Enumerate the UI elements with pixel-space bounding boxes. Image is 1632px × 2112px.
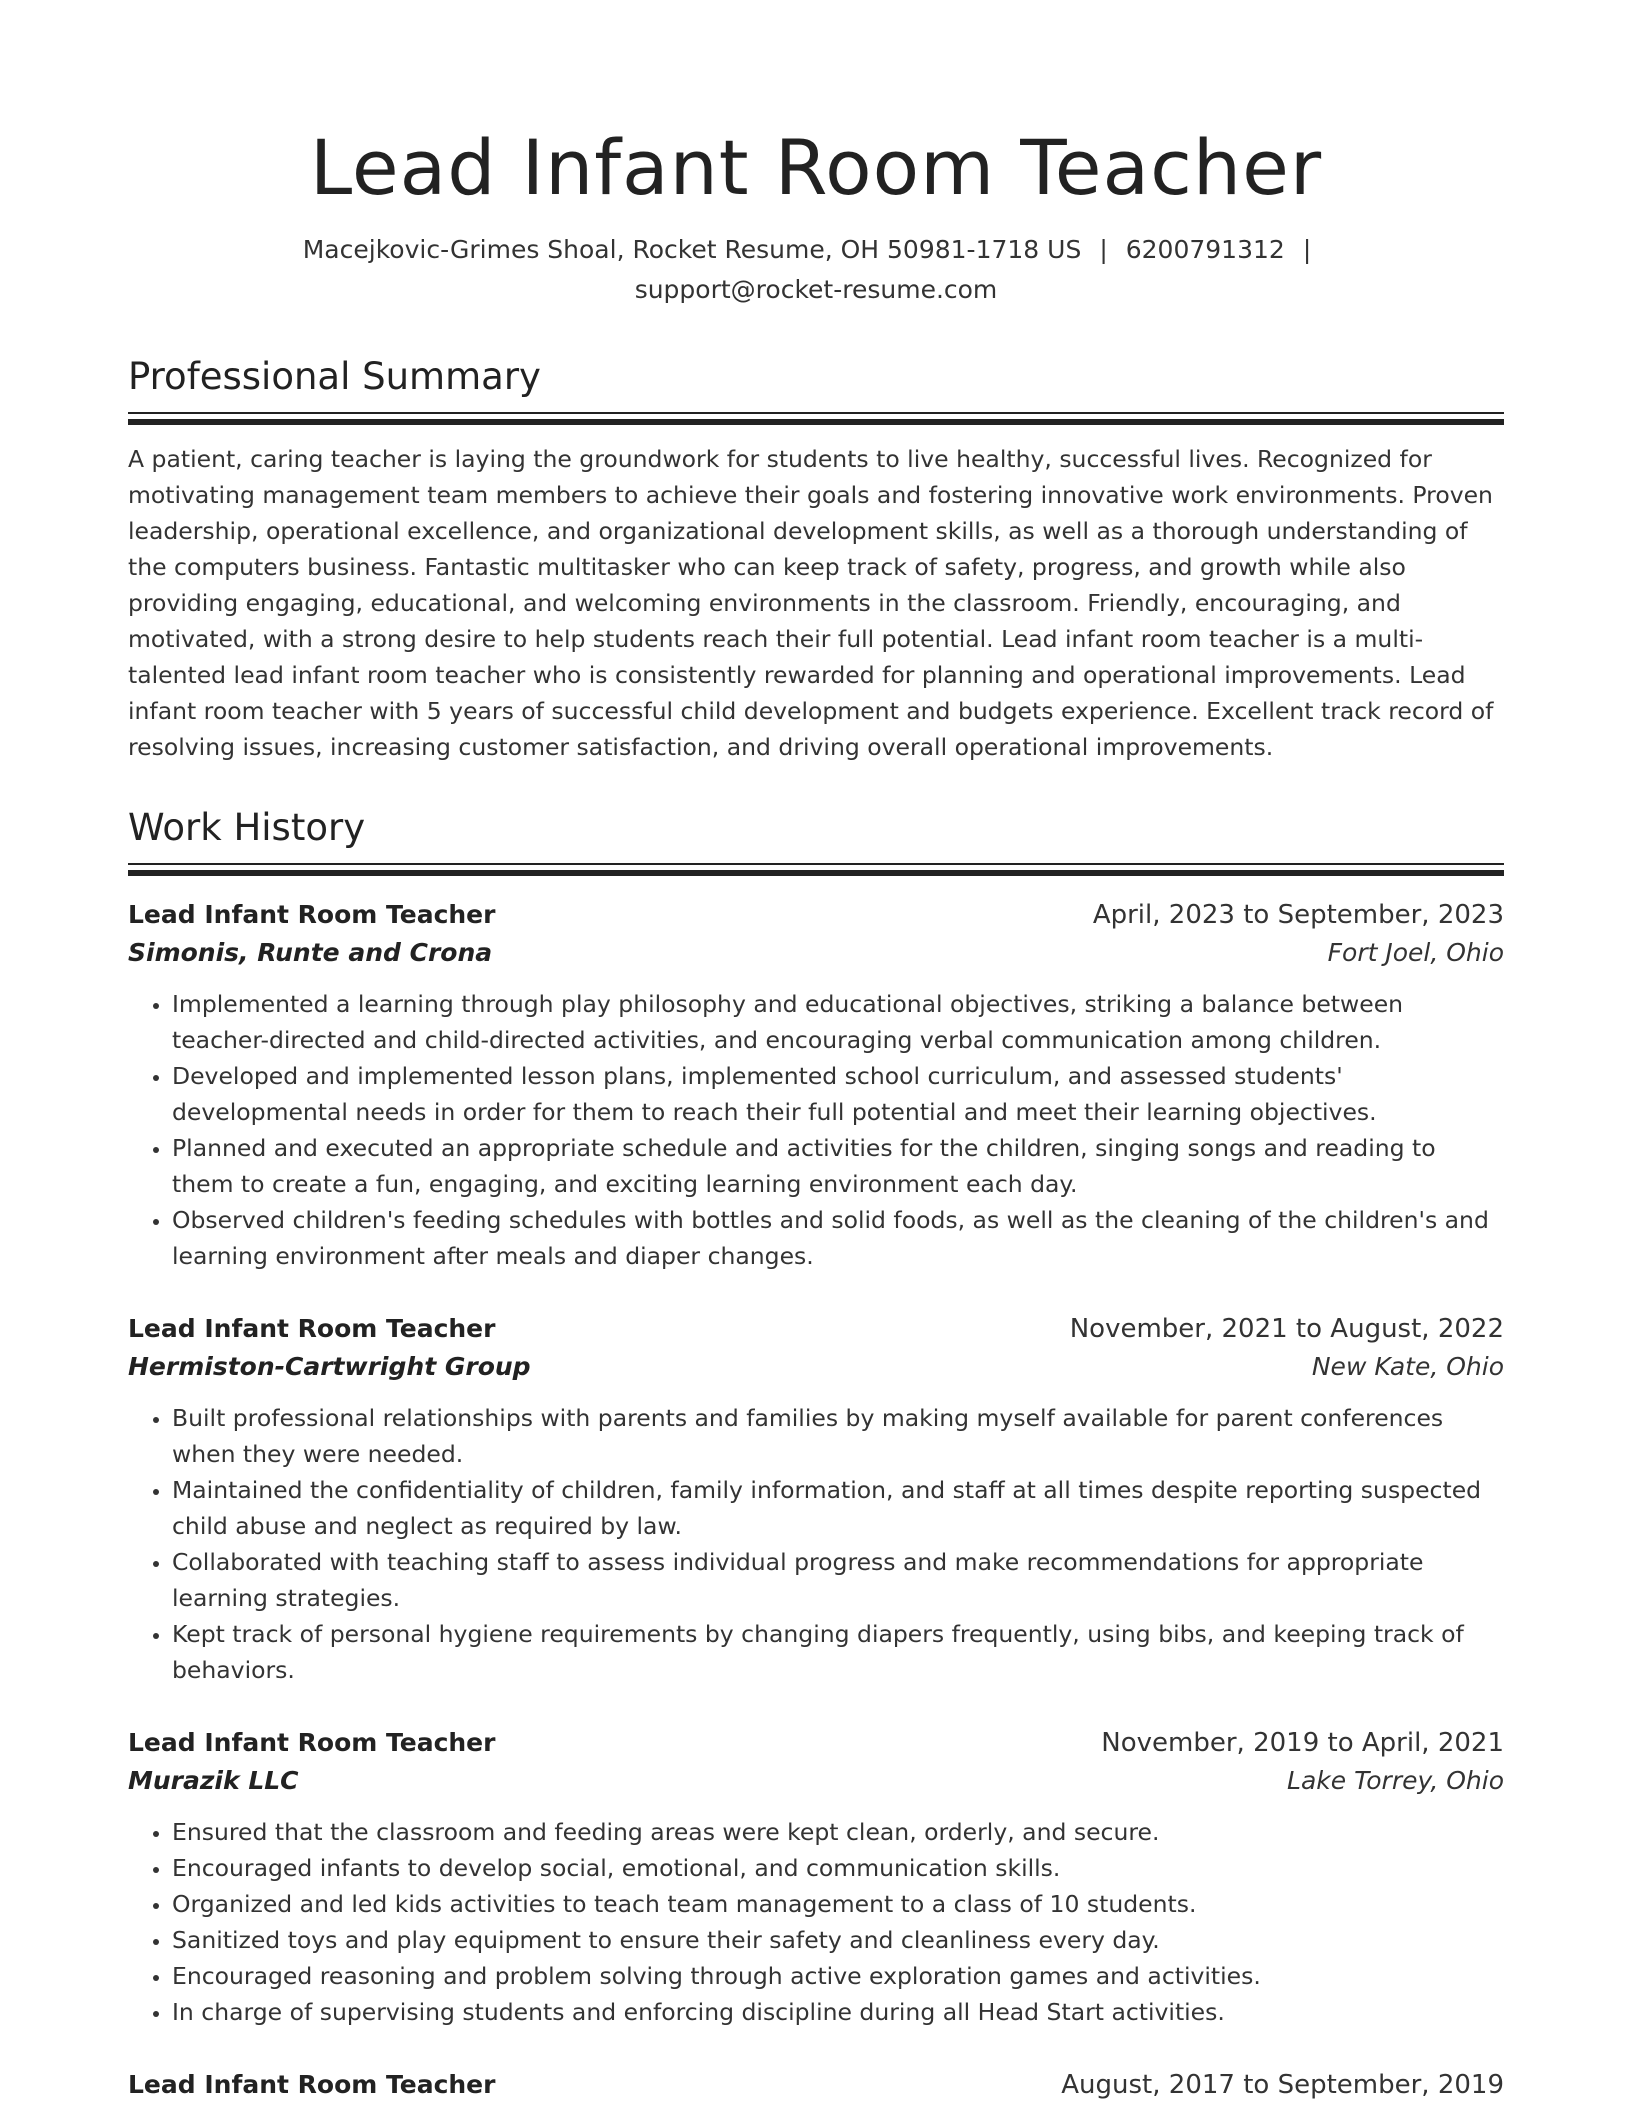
job-header-row bbox=[128, 1724, 1504, 1762]
contact-address: Macejkovic-Grimes Shoal, Rocket Resume, OH 50981-1718 US bbox=[302, 235, 1082, 264]
job-bullet: • Implemented a learning through play philosophy and educational objectives, striking a balance between teacher-directed and child-directed activities, and encouraging verbal communication among children. bbox=[172, 986, 1504, 1058]
job-bullet: • Built professional relationships with parents and families by making myself available for parent conferences when they were needed. bbox=[172, 1400, 1504, 1472]
job-bullet-list bbox=[128, 1814, 1504, 2030]
job-entry bbox=[128, 1310, 1504, 1688]
contact-phone: 6200791312 bbox=[1125, 235, 1285, 264]
job-bullet-list bbox=[128, 1400, 1504, 1688]
job-dates: November, 2019 to April, 2021 bbox=[1101, 1728, 1504, 1758]
job-company: Simonis, Runte and Crona bbox=[128, 938, 493, 967]
job-bullet: • Observed children's feeding schedules with bottles and solid foods, as well as the cleaning of the children's and learning environment after meals and diaper changes. bbox=[172, 1202, 1504, 1274]
job-header-row bbox=[128, 2066, 1504, 2104]
summary-text: A patient, caring teacher is laying the groundwork for students to live healthy, successful lives. Recognized for motivating management team members to achieve their goals and fostering innovative work environments. Proven leadership, operational excellence, and organizational development skills, as well as a thorough understanding of the computers business. Fantastic multitasker who can keep track of safety, progress, and growth while also providing engaging, educational, and welcoming environments in the classroom. Friendly, encouraging, and motivated, with a strong desire to help students reach their full potential. Lead infant room teacher is a multi-talented lead infant room teacher who is consistently rewarded for planning and operational improvements. Lead infant room teacher with 5 years of successful child development and budgets experience. Excellent track record of resolving issues, increasing customer satisfaction, and driving overall operational improvements. bbox=[128, 445, 1494, 761]
job-title: Lead Infant Room Teacher bbox=[128, 1728, 496, 1757]
job-dates: November, 2021 to August, 2022 bbox=[1069, 1314, 1504, 1344]
job-title: Lead Infant Room Teacher bbox=[128, 2070, 496, 2099]
job-bullet: • Sanitized toys and play equipment to ensure their safety and cleanliness every day. bbox=[172, 1922, 1504, 1958]
job-subheader-row bbox=[128, 934, 1504, 972]
job-bullet: • In charge of supervising students and enforcing discipline during all Head Start activities. bbox=[172, 1994, 1504, 2030]
contact-info bbox=[128, 230, 1504, 310]
job-header-row bbox=[128, 1310, 1504, 1348]
job-company: Murazik LLC bbox=[128, 1766, 299, 1795]
work-history-section bbox=[128, 805, 1504, 2104]
job-location: Fort Joel, Ohio bbox=[1327, 938, 1504, 967]
job-location: Lake Torrey, Ohio bbox=[1287, 1766, 1504, 1795]
job-dates: August, 2017 to September, 2019 bbox=[1061, 2070, 1504, 2100]
job-bullet: • Developed and implemented lesson plans, implemented school curriculum, and assessed students' developmental needs in order for them to reach their full potential and meet their learning objectives. bbox=[172, 1058, 1504, 1130]
job-entry bbox=[128, 1724, 1504, 2030]
job-bullet: • Maintained the confidentiality of children, family information, and staff at all times despite reporting suspected child abuse and neglect as required by law. bbox=[172, 1472, 1504, 1544]
job-bullet: • Collaborated with teaching staff to assess individual progress and make recommendations for appropriate learning strategies. bbox=[172, 1544, 1504, 1616]
job-bullet: • Kept track of personal hygiene requirements by changing diapers frequently, using bibs, and keeping track of behaviors. bbox=[172, 1616, 1504, 1688]
job-bullet: • Encouraged infants to develop social, emotional, and communication skills. bbox=[172, 1850, 1504, 1886]
contact-separator: | bbox=[1099, 235, 1108, 264]
section-title-summary: Professional Summary bbox=[128, 355, 541, 398]
section-title-work-history: Work History bbox=[128, 806, 366, 849]
section-divider bbox=[128, 863, 1504, 876]
job-header-row bbox=[128, 896, 1504, 934]
resume-name: Lead Infant Room Teacher bbox=[309, 123, 1323, 212]
contact-email[interactable]: support@rocket-resume.com bbox=[634, 275, 998, 304]
job-bullet: • Encouraged reasoning and problem solving through active exploration games and activities. bbox=[172, 1958, 1504, 1994]
job-company: Hermiston-Cartwright Group bbox=[128, 1352, 531, 1381]
professional-summary-section bbox=[128, 354, 1504, 765]
job-bullet: • Planned and executed an appropriate schedule and activities for the children, singing songs and reading to them to create a fun, engaging, and exciting learning environment each day. bbox=[172, 1130, 1504, 1202]
job-dates: April, 2023 to September, 2023 bbox=[1092, 900, 1504, 930]
job-bullet: • Ensured that the classroom and feeding areas were kept clean, orderly, and secure. bbox=[172, 1814, 1504, 1850]
contact-line-2 bbox=[128, 270, 1504, 310]
job-subheader-row bbox=[128, 1762, 1504, 1800]
job-bullet: • Organized and led kids activities to teach team management to a class of 10 students. bbox=[172, 1886, 1504, 1922]
job-subheader-row bbox=[128, 1348, 1504, 1386]
contact-line-1 bbox=[128, 230, 1504, 270]
section-divider bbox=[128, 412, 1504, 425]
job-entry bbox=[128, 896, 1504, 1274]
job-title: Lead Infant Room Teacher bbox=[128, 1314, 496, 1343]
job-location: New Kate, Ohio bbox=[1311, 1352, 1504, 1381]
resume-page bbox=[128, 118, 1504, 2104]
job-entry bbox=[128, 2066, 1504, 2104]
job-title: Lead Infant Room Teacher bbox=[128, 900, 496, 929]
job-bullet-list bbox=[128, 986, 1504, 1274]
contact-separator: | bbox=[1302, 235, 1312, 264]
